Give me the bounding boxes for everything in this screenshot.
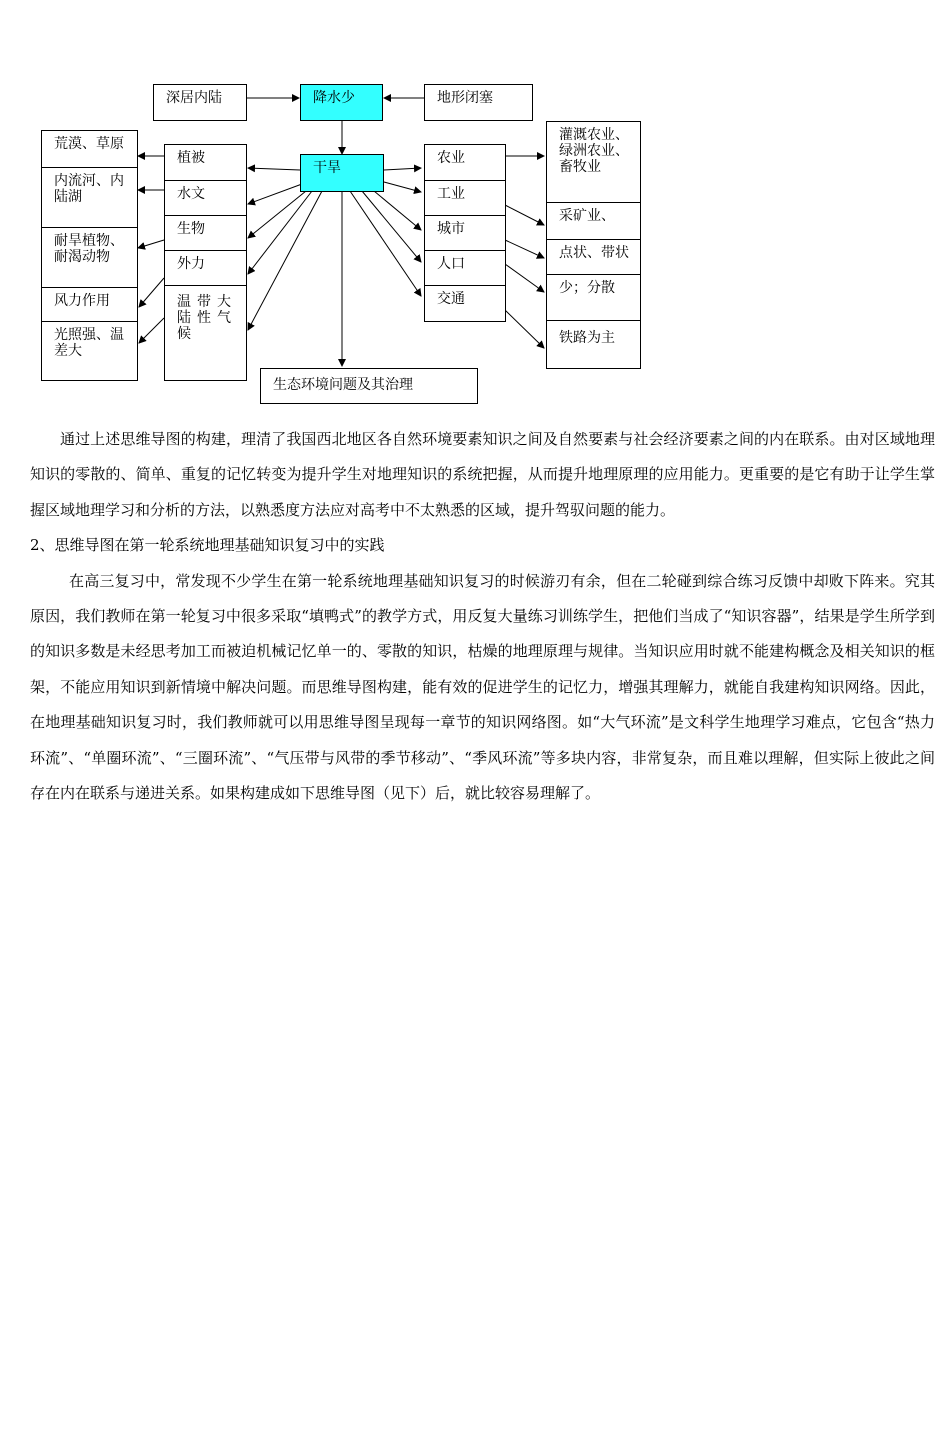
node-external-force: 外力	[164, 250, 247, 286]
node-irrigation-agriculture: 灌溉农业、绿洲农业、畜牧业	[546, 121, 641, 203]
node-biology: 生物	[164, 215, 247, 251]
node-railway: 铁路为主	[546, 320, 641, 369]
node-city: 城市	[424, 215, 506, 251]
node-agriculture: 农业	[424, 144, 506, 181]
node-strong-sunlight: 光照强、温差大	[41, 321, 138, 381]
node-population: 人口	[424, 250, 506, 286]
node-vegetation: 植被	[164, 144, 247, 181]
node-continental-climate: 温带大陆性气候	[164, 285, 247, 381]
node-wind-action: 风力作用	[41, 287, 138, 322]
node-mining: 采矿业、	[546, 202, 641, 240]
node-industry: 工业	[424, 180, 506, 216]
node-inland: 深居内陆	[153, 84, 247, 121]
node-hydrology: 水文	[164, 180, 247, 216]
node-drought: 干旱	[300, 154, 384, 192]
node-sparse: 少；分散	[546, 274, 641, 321]
node-desert-grassland: 荒漠、草原	[41, 130, 138, 168]
node-low-precipitation: 降水少	[300, 84, 383, 121]
node-drought-tolerant: 耐旱植物、耐渴动物	[41, 227, 138, 288]
document-body	[30, 422, 935, 811]
node-eco-problems: 生态环境问题及其治理	[260, 368, 478, 404]
section-heading-2: 2、思维导图在第一轮系统地理基础知识复习中的实践	[30, 536, 385, 555]
node-inland-river: 内流河、内陆湖	[41, 167, 138, 228]
node-dot-belt: 点状、带状	[546, 239, 641, 275]
mind-map-diagram	[0, 0, 950, 420]
paragraph-1: 通过上述思维导图的构建，理清了我国西北地区各自然环境要素知识之间及自然要素与社会经济要素之间的内在联系。由对区域地理知识的零散的、简单、重复的记忆转变为提升学生对地理知识的系统把握，从而提升地理原理的应用能力。更重要的是它有助于让学生掌握区域地理学习和分析的方法，以熟悉度方法应对高考中不太熟悉的区域，提升驾驭问题的能力。	[30, 430, 935, 519]
node-closed-terrain: 地形闭塞	[424, 84, 533, 121]
node-transport: 交通	[424, 285, 506, 322]
paragraph-2: 在高三复习中，常发现不少学生在第一轮系统地理基础知识复习的时候游刃有余，但在二轮碰到综合练习反馈中却败下阵来。究其原因，我们教师在第一轮复习中很多采取“填鸭式”的教学方式，用反复大量练习训练学生，把他们当成了“知识容器”，结果是学生所学到的知识多数是未经思考加工而被迫机械记忆单一的、零散的知识，枯燥的地理原理与规律。当知识应用时就不能建构概念及相关知识的框架，不能应用知识到新情境中解决问题。而思维导图构建，能有效的促进学生的记忆力，增强其理解力，就能自我建构知识网络。因此，在地理基础知识复习时，我们教师就可以用思维导图呈现每一章节的知识网络图。如“大气环流”是文科学生地理学习难点，它包含“热力环流”、“单圈环流”、“三圈环流”、“气压带与风带的季节移动”、“季风环流”等多块内容，非常复杂，而且难以理解，但实际上彼此之间存在内在联系与递进关系。如果构建成如下思维导图（见下）后，就比较容易理解了。	[30, 571, 935, 803]
